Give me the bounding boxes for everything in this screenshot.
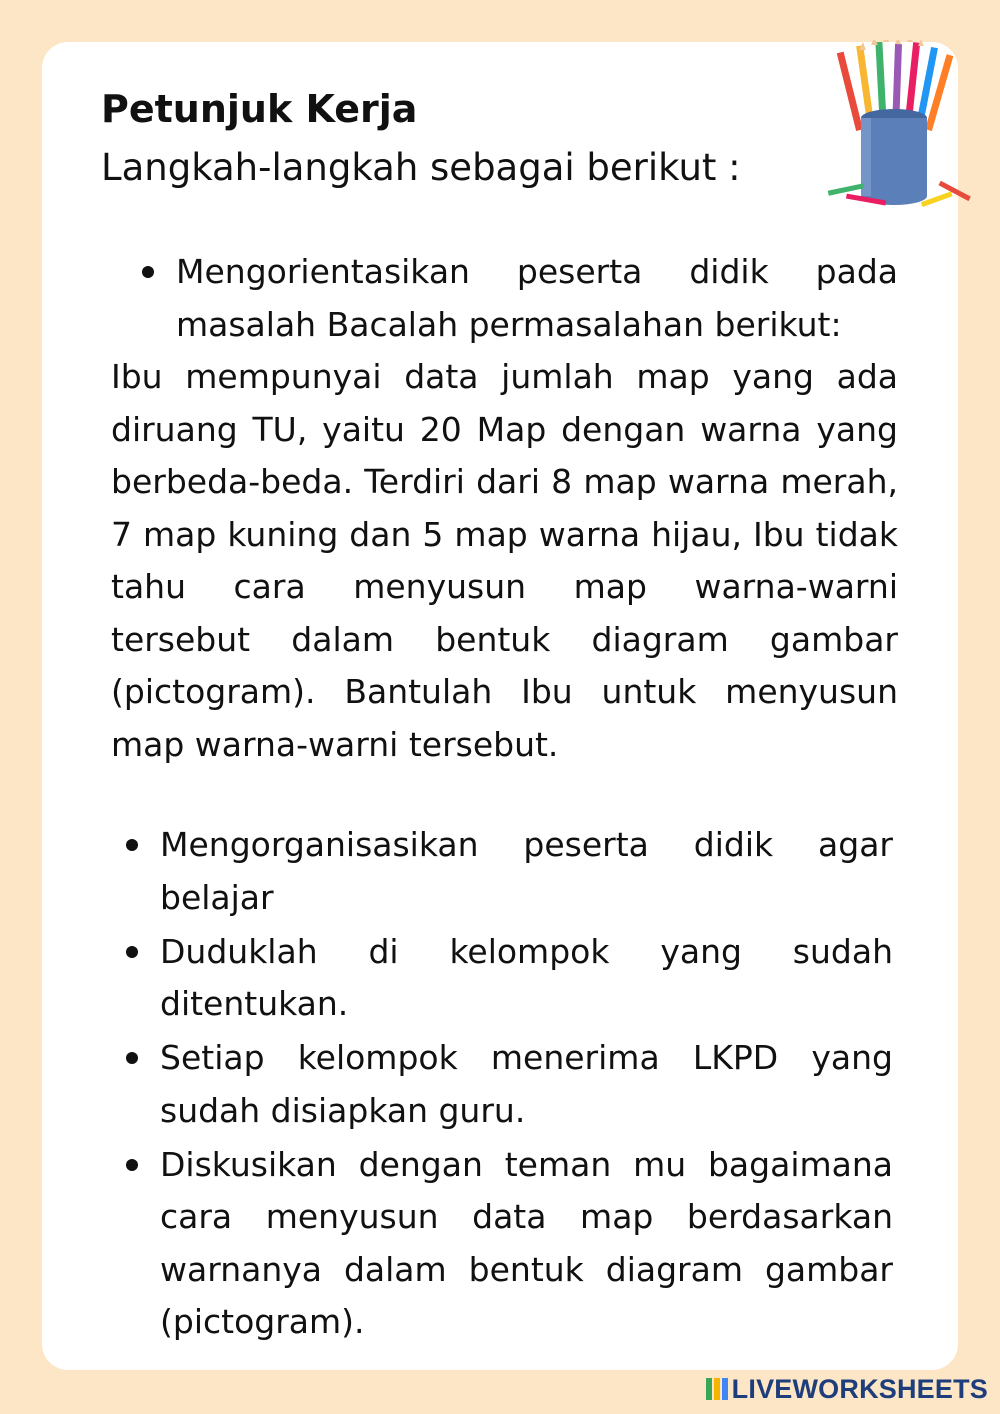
step-text: Duduklah di kelompok yang sudah ditentukan. <box>160 931 893 1023</box>
list-item <box>160 1032 893 1137</box>
step-text: Setiap kelompok menerima LKPD yang sudah disiapkan guru. <box>160 1038 893 1130</box>
liveworksheets-branding[interactable] <box>706 1374 988 1404</box>
orientation-bullet <box>176 246 898 351</box>
bullet-dot <box>126 946 138 958</box>
list-item <box>160 819 893 924</box>
list-item <box>160 1139 893 1349</box>
page-title: Petunjuk Kerja <box>101 87 418 131</box>
brand-name: LIVEWORKSHEETS <box>731 1373 988 1404</box>
step-text: Diskusikan dengan teman mu bagaimana cara menyusun data map berdasarkan warnanya dalam bentuk diagram gambar (pictogram). <box>160 1144 893 1341</box>
steps-list <box>160 819 893 1350</box>
bullet-dot <box>126 839 138 851</box>
bullet-dot <box>126 1052 138 1064</box>
bullet-dot <box>142 266 154 278</box>
step-text: Mengorganisasikan peserta didik agar belajar <box>160 825 893 917</box>
page-subtitle: Langkah-langkah sebagai berikut : <box>101 146 741 189</box>
pencil-cup-icon <box>826 40 976 215</box>
problem-paragraph: Ibu mempunyai data jumlah map yang ada diruang TU, yaitu 20 Map dengan warna yang berbeda-beda. Terdiri dari 8 map warna merah, 7 map kuning dan 5 map warna hijau, Ibu tidak tahu cara menyusun map warna-warni tersebut dalam bentuk diagram gambar (pictogram). Bantulah Ibu untuk menyusun map warna-warni tersebut. <box>111 357 898 764</box>
list-item <box>160 926 893 1031</box>
liveworksheets-logo-icon <box>706 1378 728 1400</box>
orientation-text: Mengorientasikan peserta didik pada masalah Bacalah permasalahan berikut: <box>176 252 898 344</box>
bullet-dot <box>126 1159 138 1171</box>
